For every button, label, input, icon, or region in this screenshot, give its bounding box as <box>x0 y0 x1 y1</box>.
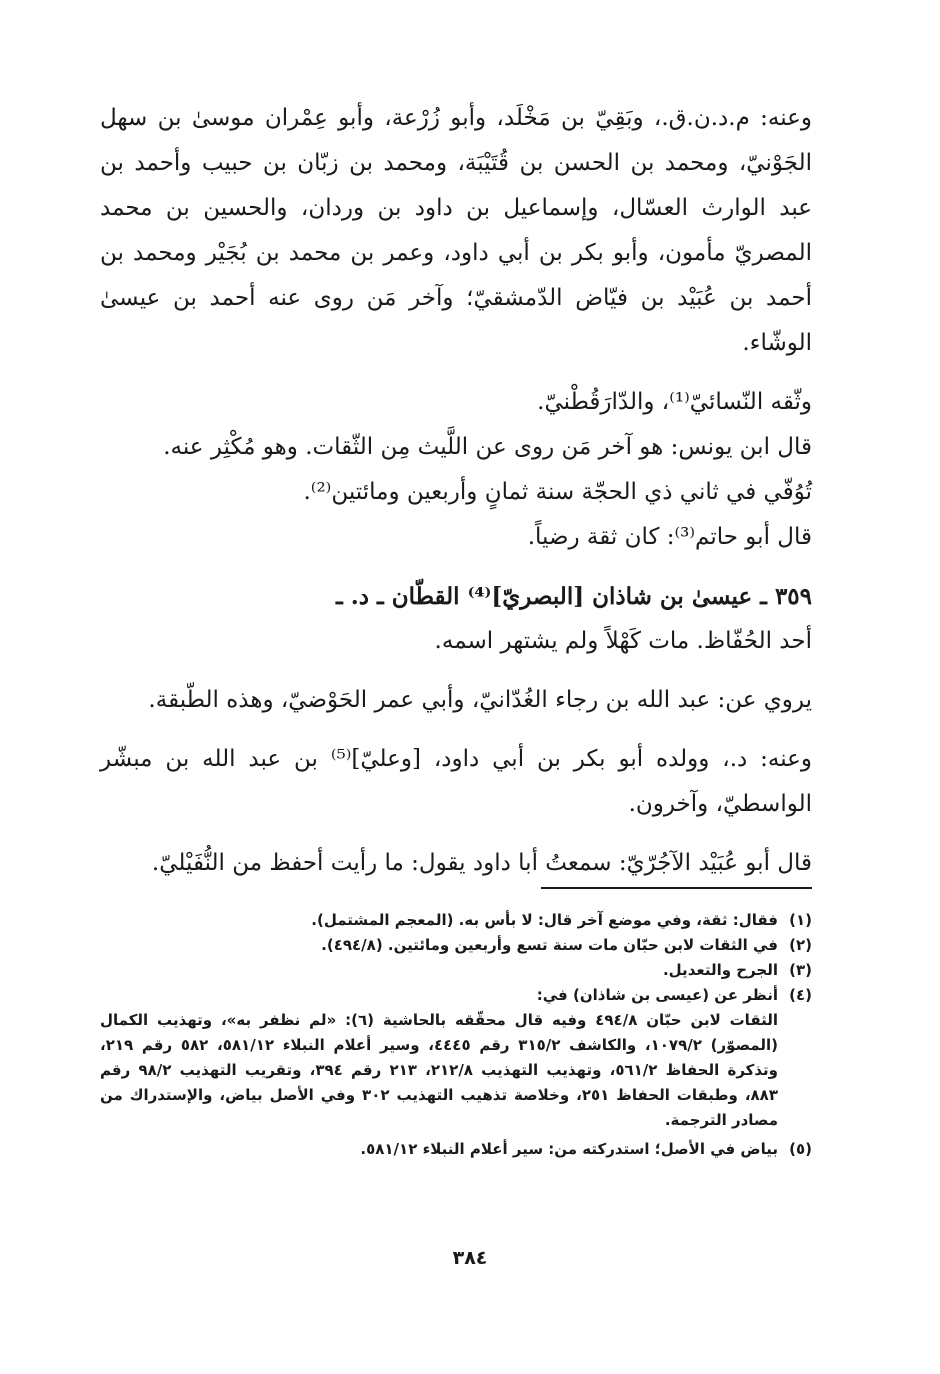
footnote-5 <box>100 1137 812 1162</box>
entry-heading-text: ـ عيسىٰ بن شاذان [البصريّ]⁽⁴⁾ القطّان ـ د. ـ <box>336 583 775 610</box>
paragraph-narrates-from: يروي عن: عبد الله بن رجاء الغُدّانيّ، وأبي عمر الحَوْضيّ، وهذه الطّبقة. <box>148 687 812 713</box>
footnote-2 <box>100 933 812 958</box>
footnote-text: فقال: ثقة، وفي موضع آخر قال: لا بأس به. (المعجم المشتمل). <box>311 911 778 929</box>
footnote-3 <box>100 958 812 983</box>
footnote-text: الجرح والتعديل. <box>662 961 778 979</box>
footnote-text: بياض في الأصل؛ استدركته من: سير أعلام النبلاء ٥٨١/١٢. <box>360 1140 778 1158</box>
paragraph-description: أحد الحُفّاظ. مات كَهْلاً ولم يشتهر اسمه. <box>434 628 812 654</box>
footnote-number: (١) <box>789 911 812 929</box>
footnote-4-sources: الثقات لابن حبّان ٤٩٤/٨ وفيه قال محقّقه بالحاشية (٦): «لم نظفر به»، وتهذيب الكمال (المصوّر) ١٠٧٩/٢، والكاشف ٣١٥/٢ رقم ٤٤٤٥، وسير أعلام النبلاء ٥٨١/١٢، ٥٨٢ رقم ٢١٩، وتذكرة الحفاظ ٥٦١/٢، وتهذيب التهذيب ٢١٢/٨، ٢١٣ رقم ٣٩٤، وتقريب التهذيب ٩٨/٢ رقم ٨٨٣، وطبقات الحفاظ ٢٥١، وخلاصة تذهيب التهذيب ٣٠٢ وفي الأصل بياض، والإستدراك من مصادر الترجمة. <box>100 1011 779 1129</box>
paragraph-abu-hatim: قال أبو حاتم⁽³⁾: كان ثقة رضياً. <box>527 524 812 550</box>
page-number: ٣٨٤ <box>452 1247 488 1269</box>
footnote-1 <box>100 908 812 933</box>
footnote-text: أنظر عن (عيسى بن شاذان) في: <box>536 986 778 1004</box>
entry-number: ٣٥٩ <box>774 583 812 610</box>
main-text <box>100 96 812 886</box>
paragraph-narrated-by: وعنه: د.، وولده أبو بكر بن أبي داود، [وعليّ]⁽⁵⁾ بن عبد الله بن مبشّر الواسطيّ، وآخرون. <box>100 746 812 817</box>
paragraph-death-date: تُوُفّي في ثاني ذي الحجّة سنة ثمانٍ وأربعين ومائتين⁽²⁾. <box>303 479 812 505</box>
footnote-4 <box>100 983 812 1008</box>
entry-heading <box>100 574 812 619</box>
footnote-text: في الثقات لابن حبّان مات سنة تسع وأربعين ومائتين. (٤٩٤/٨). <box>321 936 778 954</box>
footnote-number: (٥) <box>789 1140 812 1158</box>
paragraph-ajurri: قال أبو عُبَيْد الآجُرّيّ: سمعتُ أبا داود يقول: ما رأيت أحفظ من النُّفَيْليّ. <box>151 850 812 876</box>
footnote-separator <box>541 887 812 889</box>
paragraph-ibn-yunus: قال ابن يونس: هو آخر مَن روى عن اللَّيث مِن الثّقات. وهو مُكْثِر عنه. <box>163 434 812 460</box>
footnote-number: (٤) <box>789 986 812 1004</box>
footnotes <box>100 908 812 1162</box>
footnote-number: (٣) <box>789 961 812 979</box>
paragraph-narrators-from-him: وعنه: م.د.ن.ق.، وبَقِيّ بن مَخْلَد، وأبو زُرْعة، وأبو عِمْران موسىٰ بن سهل الجَوْنيّ، ومحمد بن الحسن بن قُتَيْبَة، ومحمد بن زبّان بن حبيب وأحمد بن عبد الوارث العسّال، وإسماعيل بن داود بن وردان، والحسين بن محمد المصريّ مأمون، وأبو بكر بن أبي داود، وعمر بن محمد بن بُجَيْر ومحمد بن أحمد بن عُبَيْد بن فيّاض الدّمشقيّ؛ وآخر مَن روى عنه أحمد بن عيسىٰ الوشّاء. <box>100 105 812 356</box>
footnote-number: (٢) <box>789 936 812 954</box>
paragraph-authentication: وثّقه النّسائيّ⁽¹⁾، والدّارَقُطْنيّ. <box>537 389 812 415</box>
